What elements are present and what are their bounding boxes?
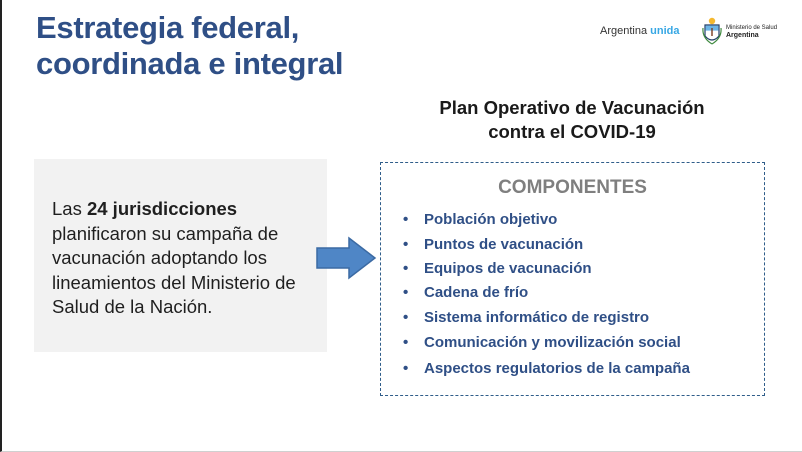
components-box bbox=[380, 162, 765, 396]
jurisdictions-rest: planificaron su campaña de vacunación adoptando los lineamientos del Ministerio de Salud de la Nación. bbox=[52, 222, 296, 317]
slide-title bbox=[36, 10, 343, 82]
component-label: Comunicación y movilización social bbox=[424, 334, 681, 351]
component-item bbox=[403, 360, 690, 377]
component-item bbox=[403, 334, 681, 351]
brand-accent: unida bbox=[650, 25, 680, 37]
component-label: Equipos de vacunación bbox=[424, 260, 592, 277]
bullet-icon: • bbox=[403, 236, 409, 253]
argentina-unida-logo bbox=[600, 25, 680, 37]
right-arrow-icon bbox=[315, 236, 377, 280]
bullet-icon: • bbox=[403, 284, 409, 301]
component-item bbox=[403, 236, 583, 253]
plan-title-line-2: contra el COVID-19 bbox=[488, 121, 656, 142]
component-item bbox=[403, 260, 592, 277]
ministry-line-1: Ministerio de Salud bbox=[726, 25, 778, 31]
plan-title-line-1: Plan Operativo de Vacunación bbox=[439, 97, 705, 118]
component-label: Sistema informático de registro bbox=[424, 309, 650, 326]
slide-title-line-1: Estrategia federal, bbox=[36, 10, 300, 45]
ministry-text bbox=[726, 25, 777, 40]
component-item bbox=[403, 309, 649, 326]
component-label: Cadena de frío bbox=[424, 284, 529, 301]
components-title: COMPONENTES bbox=[498, 177, 647, 198]
ministry-line-2: Argentina bbox=[726, 32, 759, 39]
component-item bbox=[403, 211, 557, 228]
jurisdictions-text bbox=[52, 197, 322, 320]
bullet-icon: • bbox=[403, 309, 409, 326]
jurisdictions-panel bbox=[34, 159, 327, 352]
components-list bbox=[381, 163, 764, 395]
jurisdictions-highlight: 24 jurisdicciones bbox=[86, 198, 238, 219]
component-label: Puntos de vacunación bbox=[424, 236, 584, 253]
component-label: Aspectos regulatorios de la campaña bbox=[424, 360, 690, 377]
slide-title-line-2: coordinada e integral bbox=[36, 46, 344, 81]
plan-title bbox=[402, 96, 742, 144]
ministry-logo bbox=[702, 16, 802, 46]
bullet-icon: • bbox=[403, 360, 409, 377]
component-item bbox=[403, 284, 528, 301]
brand-prefix: Argentina bbox=[600, 25, 648, 37]
bullet-icon: • bbox=[403, 211, 409, 228]
component-label: Población objetivo bbox=[424, 211, 558, 228]
bullet-icon: • bbox=[403, 260, 409, 277]
bullet-icon: • bbox=[403, 334, 409, 351]
jurisdictions-prefix: Las bbox=[52, 198, 87, 219]
national-seal-icon bbox=[702, 16, 722, 46]
